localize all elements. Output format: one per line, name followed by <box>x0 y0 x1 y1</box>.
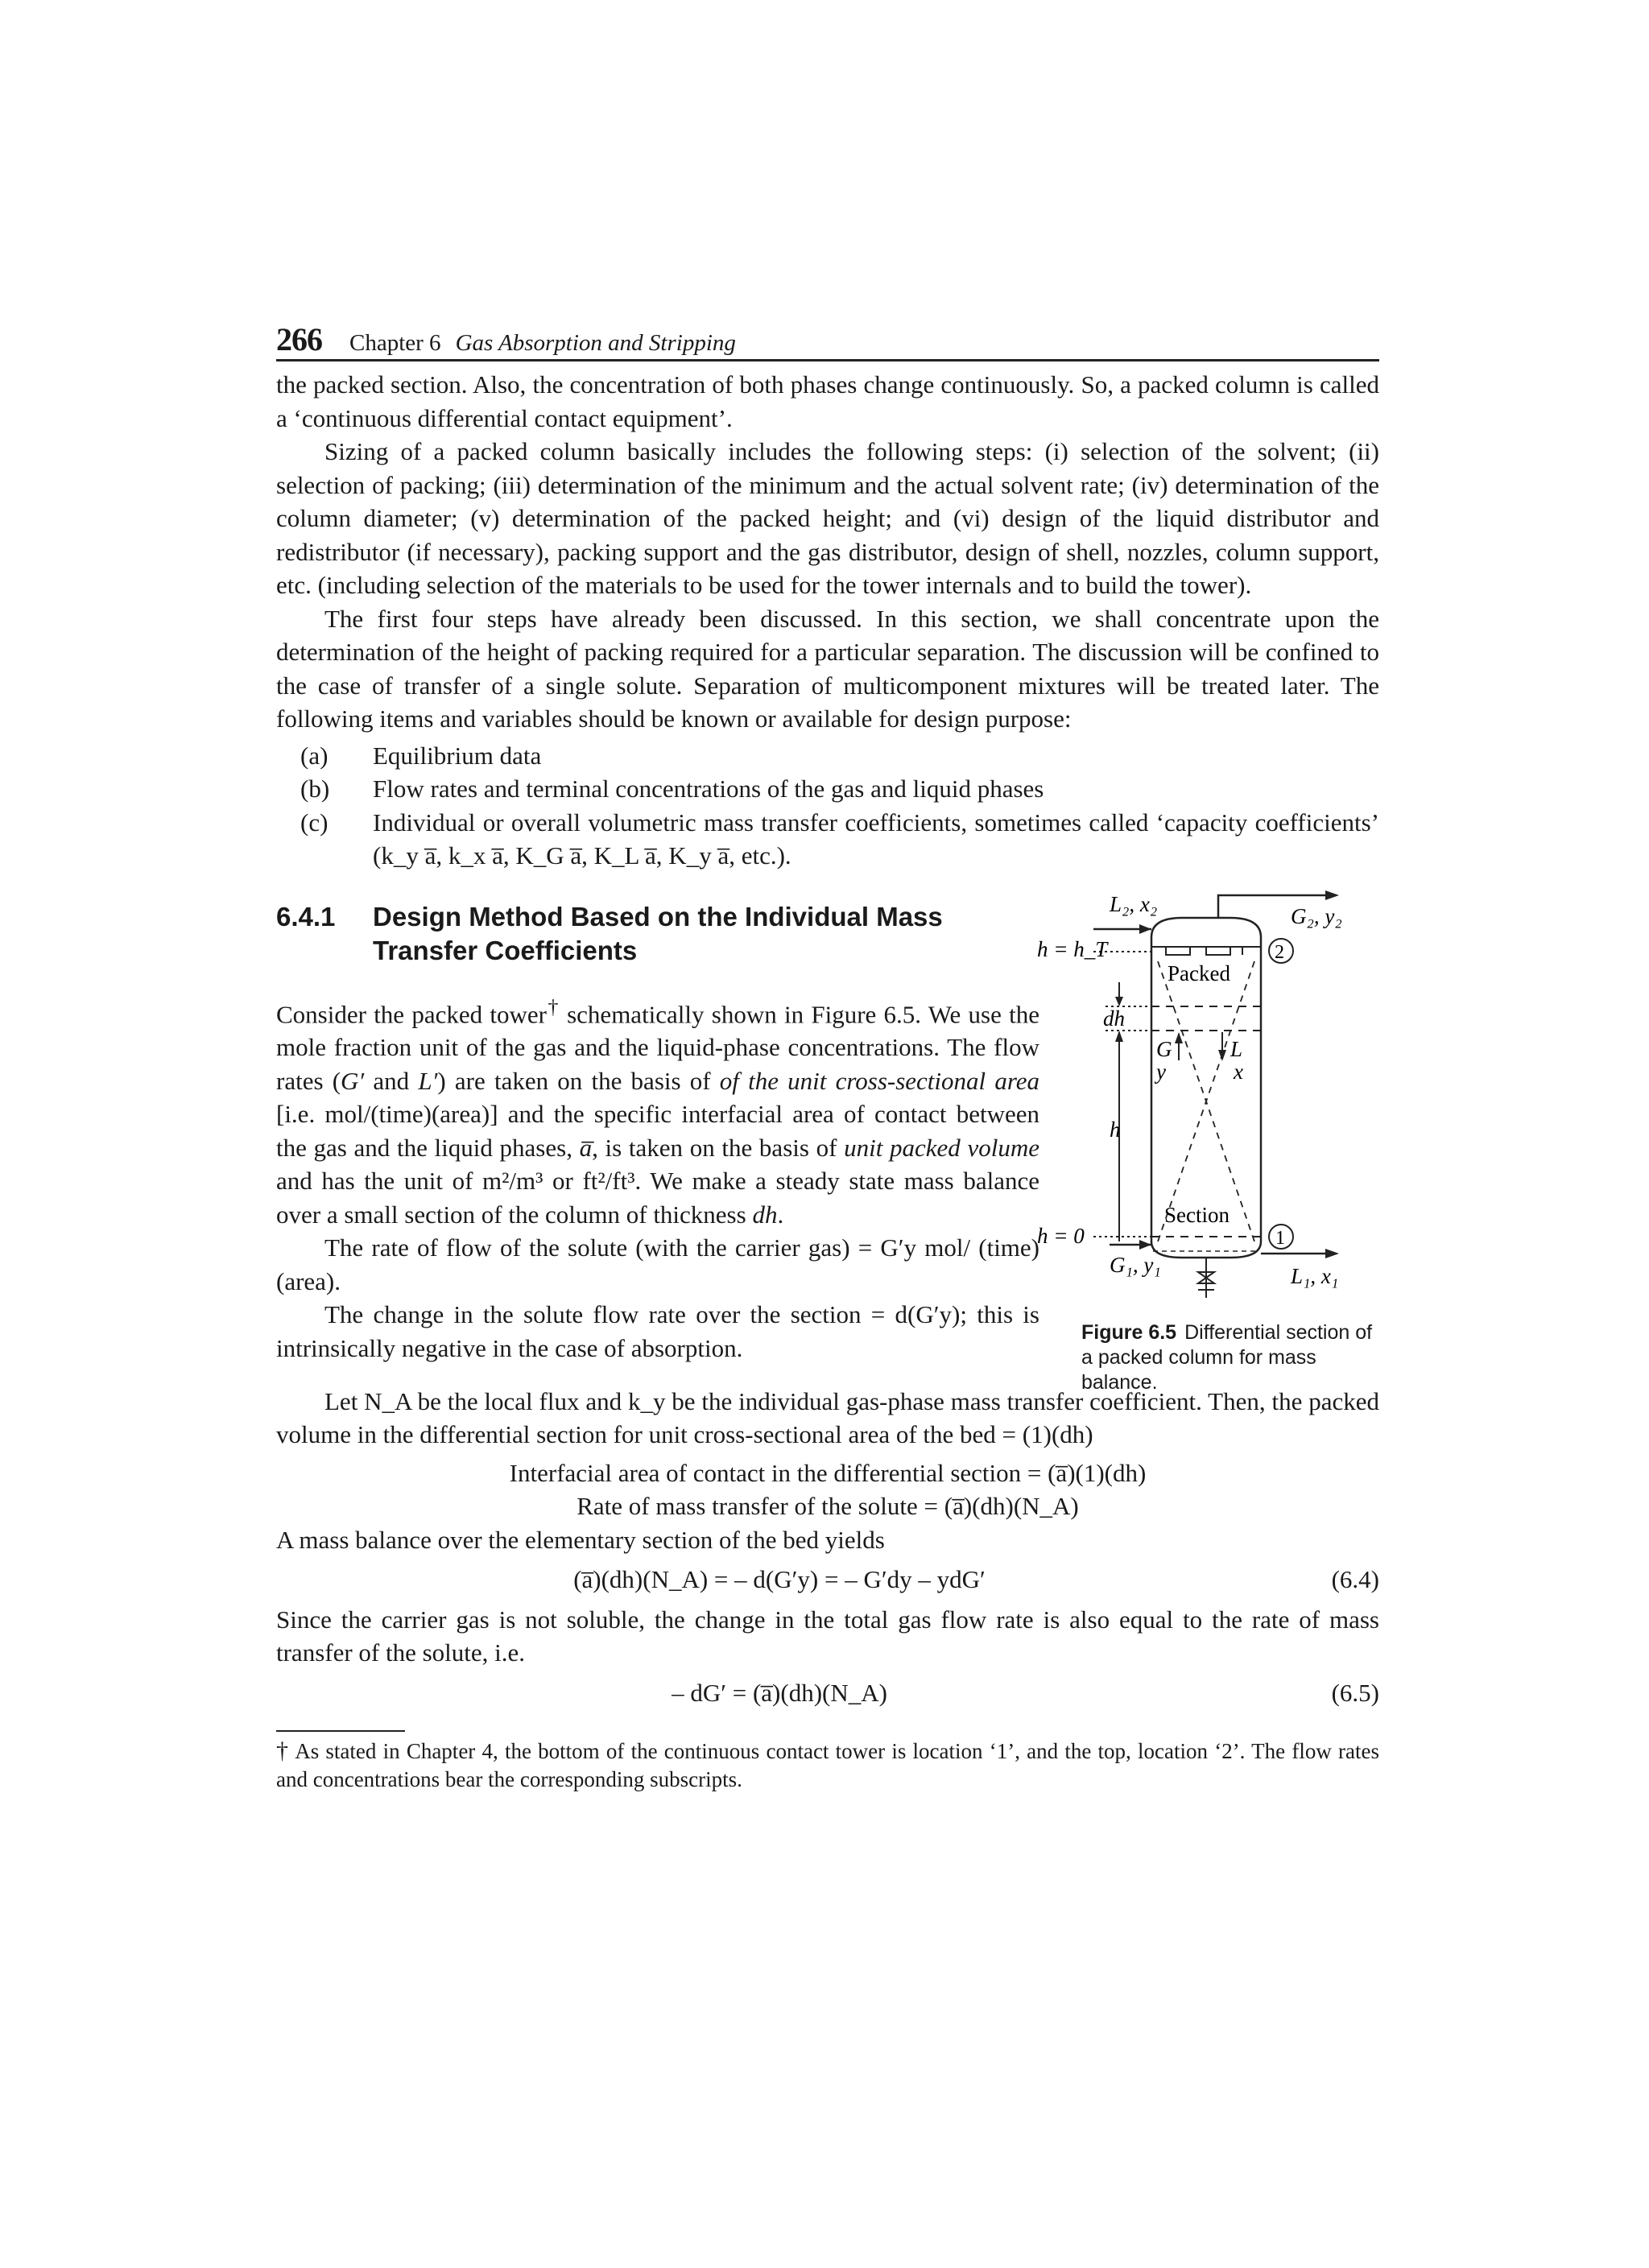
text-run: schematically shown in Figure 6.5. We use the mole fraction unit of the gas and the liquid-phase concentrations. The flow rates ( <box>276 999 1039 1095</box>
label-y: y <box>1156 1059 1166 1084</box>
liquid-flow-arrow-head <box>1218 1050 1226 1061</box>
text-run: dh <box>752 1200 778 1229</box>
list-item-text: Flow rates and terminal concentrations of the gas and liquid phases <box>373 775 1044 803</box>
figure-6-5-diagram <box>1037 887 1383 1314</box>
dh-arrow-head <box>1115 997 1123 1006</box>
label-location-1: 1 <box>1275 1227 1285 1249</box>
label-G2y2: G₂, y₂ <box>1291 903 1342 928</box>
page-number: 266 <box>276 321 322 357</box>
equation-6-4 <box>276 1563 1379 1597</box>
paragraph-2: Sizing of a packed column basically includes the following steps: (i) selection of the solvent; (ii) selection of packing; (iii) determination of the minimum and the actual solvent rate; (iv) determination of the column diameter; (v) determination of the packed height; and (vi) design of the liquid distributor and redistributor (if necessary), packing support and the gas distributor, design of shell, nozzles, column support, etc. (including selection of the materials to be used for the tower internals and to build the tower). <box>276 437 1379 599</box>
page <box>276 320 1379 1794</box>
section-heading <box>276 900 1039 968</box>
equation-number: (6.4) <box>1331 1565 1379 1593</box>
text-run: Consider the packed tower <box>276 999 547 1028</box>
equation-number: (6.5) <box>1331 1678 1379 1707</box>
footnote-text: As stated in Chapter 4, the bottom of the continuous contact tower is location ‘1’, and the top, location ‘2’. The flow rates and concentrations bear the corresponding subscripts. <box>276 1739 1380 1791</box>
text-run: , is taken on the basis of <box>592 1133 845 1162</box>
footnote <box>276 1737 1379 1794</box>
figure-caption-label: Figure 6.5 <box>1081 1320 1177 1344</box>
requirements-list <box>276 739 1379 873</box>
text-run: and <box>364 1066 419 1095</box>
list-item-text: Individual or overall volumetric mass transfer coefficients, sometimes called ‘capacity coefficients’ (k_y a̅, k_x a̅, K_G a̅, K_L a̅, K_y a̅, etc.). <box>373 808 1379 870</box>
text-run: a̅ <box>579 1133 593 1162</box>
label-L: L <box>1230 1036 1243 1061</box>
equation-interfacial-area: Interfacial area of contact in the differential section = (a̅)(1)(dh) <box>509 1458 1147 1487</box>
list-item-label: (b) <box>300 775 330 803</box>
list-item <box>276 806 1379 873</box>
gas-inlet-arrow <box>1139 1240 1151 1250</box>
list-item-text: Equilibrium data <box>373 741 542 770</box>
label-x: x <box>1234 1059 1243 1084</box>
liquid-inlet-arrow <box>1139 924 1151 934</box>
text-run: and has the unit of m²/m³ or ft²/ft³. We make a steady state mass balance over a small section of the column of thickness <box>276 1167 1039 1229</box>
list-item-label: (c) <box>300 808 329 837</box>
text-run: [i.e. mol/(time)(area)] and the specific interfacial area of contact between the gas and the liquid phases, <box>276 1100 1039 1162</box>
equation-6-5 <box>276 1676 1379 1710</box>
list-item <box>276 739 1379 773</box>
label-location-2: 2 <box>1275 941 1284 963</box>
section-paragraph-3: The change in the solute flow rate over the section = d(G′y); this is intrinsically negative in the case of absorption. <box>276 1300 1039 1362</box>
footnote-mark: † <box>276 1737 290 1764</box>
h-arrow-head <box>1115 1031 1123 1042</box>
paragraph-3: The first four steps have already been discussed. In this section, we shall concentrate upon the determination of the height of packing required for a particular separation. The discussion will be confined to the case of transfer of a single solute. Separation of multicomponent mixtures will be treated later. The following items and variables should be known or available for design purpose: <box>276 604 1379 733</box>
packing-line <box>1158 961 1254 1241</box>
label-section: Section <box>1164 1202 1230 1227</box>
section-number: 6.4.1 <box>276 901 336 932</box>
label-dh: dh <box>1103 1006 1125 1031</box>
paragraph-6: Since the carrier gas is not soluble, the change in the total gas flow rate is also equal to the rate of mass transfer of the solute, i.e. <box>276 1605 1379 1667</box>
equation-rate-transfer: Rate of mass transfer of the solute = (a̅)(dh)(N_A) <box>577 1492 1079 1520</box>
footnote-rule <box>276 1730 405 1732</box>
label-G1y1: G₁, y₁ <box>1110 1252 1161 1277</box>
label-h0: h = 0 <box>1037 1223 1085 1248</box>
text-run: of the unit cross-sectional area <box>719 1066 1039 1095</box>
figure-caption <box>1081 1320 1387 1395</box>
text-run: unit packed volume <box>844 1133 1039 1162</box>
text-run: . <box>777 1200 784 1229</box>
label-G: G <box>1156 1036 1172 1061</box>
paragraph-1: the packed section. Also, the concentration of both phases change continuously. So, a packed column is called a ‘continuous differential contact equipment’. <box>276 370 1379 432</box>
label-L1x1: L₁, x₁ <box>1291 1263 1339 1288</box>
footnote-mark: † <box>546 994 560 1018</box>
label-packed: Packed <box>1168 960 1230 985</box>
liquid-distributor <box>1151 947 1261 955</box>
running-header <box>276 320 1379 361</box>
paragraph-4: Let N_A be the local flux and k_y be the individual gas-phase mass transfer coefficient. Then, the packed volume in the differential section for unit cross-sectional area of the bed = (1)(dh) <box>276 1386 1379 1448</box>
text-run: G′ <box>341 1066 365 1095</box>
figure-caption-text: Differential section of a packed column for mass balance. <box>1081 1320 1373 1394</box>
text-run: L′ <box>418 1066 438 1095</box>
liquid-outlet-arrow <box>1325 1249 1339 1258</box>
label-hT: h = h_T <box>1037 936 1108 961</box>
gas-flow-arrow-head <box>1175 1032 1183 1043</box>
section-paragraph-1 <box>276 990 1039 1232</box>
label-L2x2: L₂, x₂ <box>1110 891 1158 916</box>
equation-body: – dG′ = (a̅)(dh)(N_A) <box>672 1678 887 1707</box>
paragraph-5: A mass balance over the elementary section of the bed yields <box>276 1525 885 1554</box>
section-paragraph-2: The rate of flow of the solute (with the carrier gas) = G′y mol/ (time)(area). <box>276 1233 1039 1295</box>
list-item <box>276 772 1379 806</box>
section-text-column <box>276 887 1039 1365</box>
list-item-label: (a) <box>300 741 329 770</box>
gas-outlet-arrow <box>1325 890 1339 900</box>
label-h: h <box>1110 1117 1121 1142</box>
chapter-title: Gas Absorption and Stripping <box>455 330 736 356</box>
chapter-label: Chapter 6 <box>349 330 441 356</box>
text-run: ) are taken on the basis of <box>437 1066 720 1095</box>
section-6-4-1 <box>276 887 1379 1394</box>
equation-body: (a̅)(dh)(N_A) = – d(G′y) = – G′dy – ydG′ <box>573 1565 986 1593</box>
section-title: Design Method Based on the Individual Mass Transfer Coefficients <box>373 901 943 965</box>
